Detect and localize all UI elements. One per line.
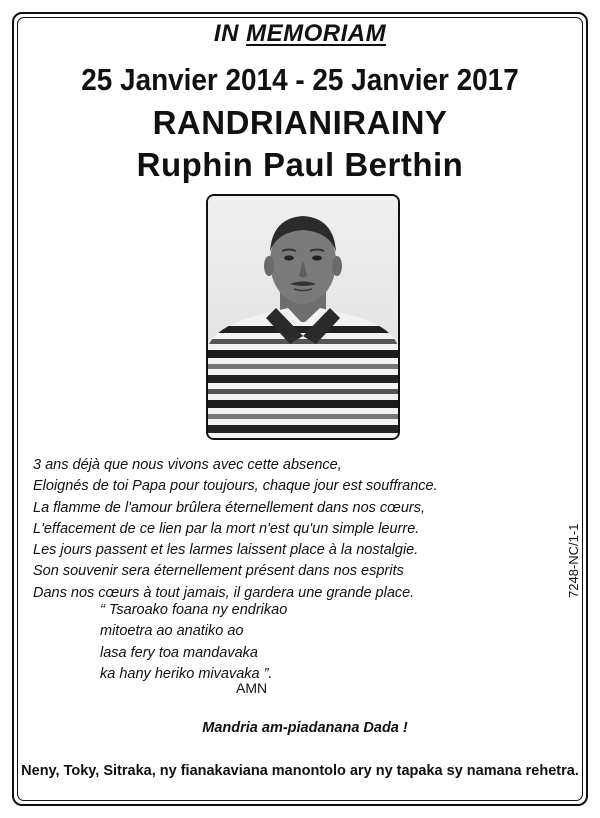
heading-underlined-word: MEMORIAM — [246, 20, 387, 47]
poem-line: La flamme de l'amour brûlera éternellement dans nos cœurs, — [33, 499, 426, 516]
french-poem — [33, 455, 563, 604]
reference-code-wrapper — [566, 523, 586, 698]
verse-line: mitoetra ao anatiko ao — [100, 623, 244, 640]
verse-line: “ Tsaroako foana ny endrikao — [100, 602, 288, 618]
poem-line: Dans nos cœurs à tout jamais, il gardera une grande place. — [33, 584, 415, 601]
poem-line: 3 ans déjà que nous vivons avec cette absence, — [33, 457, 342, 473]
verse-line: ka hany heriko mivavaka ”. — [100, 665, 273, 682]
verse-line: lasa fery toa mandavaka — [100, 644, 258, 661]
reference-code: 7248-NC/1-1 — [566, 523, 581, 598]
memorial-dates: 25 Janvier 2014 - 25 Janvier 2017 — [81, 62, 519, 97]
poem-line: Son souvenir sera éternellement présent dans nos esprits — [33, 563, 404, 580]
deceased-surname: RANDRIANIRAINY — [152, 104, 448, 141]
family-signature: Neny, Toky, Sitraka, ny fianakaviana manontolo ary ny tapaka sy namana rehetra. — [21, 763, 579, 779]
malagasy-verse — [100, 600, 400, 685]
notice-heading — [0, 20, 600, 48]
heading-prefix: IN — [213, 20, 247, 47]
poem-line: Eloignés de toi Papa pour toujours, chaque jour est souffrance. — [33, 478, 438, 495]
poem-line: L'effacement de ce lien par la mort n'est qu'un simple leurre. — [33, 520, 420, 537]
poem-line: Les jours passent et les larmes laissent place à la nostalgie. — [33, 542, 419, 559]
amen-text: AMN — [236, 680, 268, 696]
farewell-line: Mandria am-piadanana Dada ! — [202, 720, 408, 736]
deceased-first-names: Ruphin Paul Berthin — [136, 146, 464, 183]
portrait-photo — [206, 194, 400, 440]
